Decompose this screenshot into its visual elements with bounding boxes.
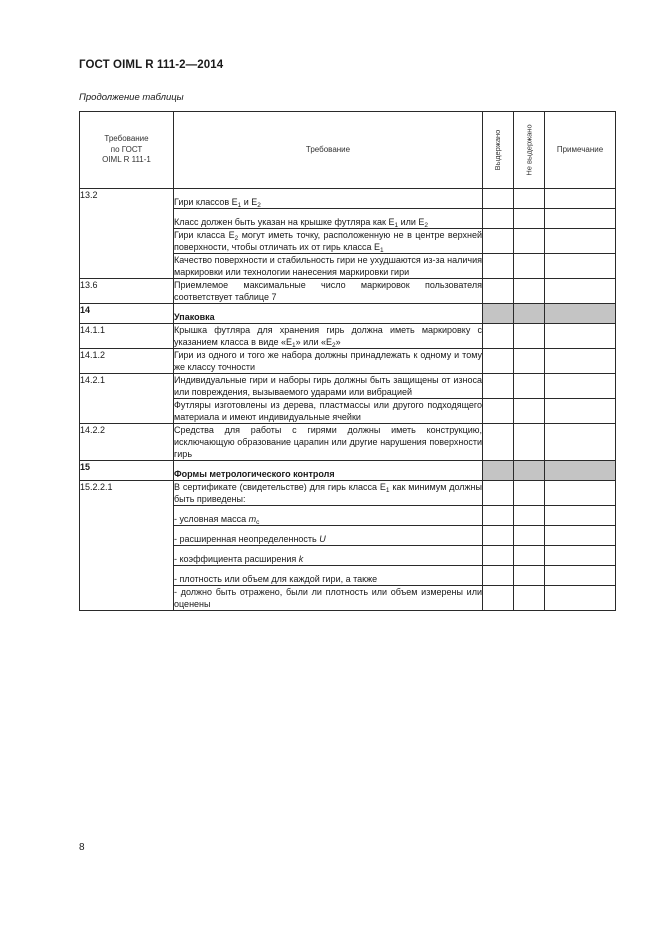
requirements-table <box>79 111 616 611</box>
requirement-text <box>174 209 483 229</box>
passed-cell[interactable] <box>483 424 514 461</box>
text-part: - коэффициента расширения <box>174 554 299 564</box>
text-part: В сертификате (свидетельстве) для гирь класса E <box>174 482 386 492</box>
text-part: и E <box>241 197 258 207</box>
passed-cell[interactable] <box>483 349 514 374</box>
row-number: 14.1.2 <box>80 349 174 374</box>
text-part: как минимум должны быть приведены: <box>174 482 482 504</box>
row-number: 14.2.2 <box>80 424 174 461</box>
failed-cell[interactable] <box>514 481 545 506</box>
requirement-text: - должно быть отражено, были ли плотность или объем измерены или оценены <box>174 587 482 609</box>
text-part: Гири класса E <box>174 230 235 240</box>
requirement-text: - плотность или объем для каждой гири, а также <box>174 566 483 586</box>
header-reference-line1: Требование <box>104 134 149 144</box>
variable: U <box>319 534 326 544</box>
passed-cell[interactable] <box>483 586 514 611</box>
note-cell[interactable] <box>545 229 616 254</box>
section-row <box>80 304 616 324</box>
section-number: 15 <box>80 461 174 481</box>
failed-cell[interactable] <box>514 526 545 546</box>
failed-cell[interactable] <box>514 566 545 586</box>
failed-cell[interactable] <box>514 424 545 461</box>
passed-cell[interactable] <box>483 279 514 304</box>
subscript: 2 <box>257 202 261 209</box>
passed-cell[interactable] <box>483 209 514 229</box>
note-cell[interactable] <box>545 586 616 611</box>
requirement-text: Приемлемое максимальные число маркировок пользователя соответствует таблице 7 <box>174 280 482 302</box>
passed-cell[interactable] <box>483 546 514 566</box>
requirement-text <box>174 506 483 526</box>
passed-cell[interactable] <box>483 399 514 424</box>
text-part: - условная масса <box>174 514 249 524</box>
table-row <box>80 349 616 374</box>
page-number: 8 <box>79 842 85 853</box>
section-row <box>80 461 616 481</box>
row-number: 15.2.2.1 <box>80 481 174 611</box>
table-row <box>80 424 616 461</box>
failed-cell[interactable] <box>514 374 545 399</box>
row-number: 14.1.1 <box>80 324 174 349</box>
header-reference <box>80 112 174 189</box>
header-failed <box>514 112 545 189</box>
note-cell[interactable] <box>545 254 616 279</box>
subscript: c <box>256 519 260 526</box>
requirement-text: Индивидуальные гири и наборы гирь должны быть защищены от износа или повреждения, вызываемого ударами или вибрацией <box>174 375 482 397</box>
passed-cell[interactable] <box>483 189 514 209</box>
requirement-text <box>174 481 483 506</box>
requirement-text: Качество поверхности и стабильность гири не ухудшаются из-за наличия маркировки или технологии нанесения маркировки гири <box>174 255 482 277</box>
failed-cell[interactable] <box>514 254 545 279</box>
row-number: 13.2 <box>80 189 174 279</box>
passed-cell[interactable] <box>483 229 514 254</box>
failed-cell[interactable] <box>514 209 545 229</box>
requirement-text <box>174 229 483 254</box>
row-number: 14.2.1 <box>80 374 174 424</box>
passed-cell[interactable] <box>483 506 514 526</box>
shaded-cell <box>514 461 545 481</box>
table-row <box>80 481 616 506</box>
note-cell[interactable] <box>545 481 616 506</box>
failed-cell[interactable] <box>514 279 545 304</box>
requirement-text <box>174 324 483 349</box>
variable: m <box>248 514 257 524</box>
header-reference-line3: OIML R 111-1 <box>102 155 151 165</box>
subscript: 2 <box>331 342 336 349</box>
note-cell[interactable] <box>545 374 616 399</box>
subscript: 2 <box>234 235 239 242</box>
passed-cell[interactable] <box>483 526 514 546</box>
requirement-text <box>174 546 483 566</box>
failed-cell[interactable] <box>514 349 545 374</box>
subscript: 2 <box>424 222 429 229</box>
header-passed <box>483 112 514 189</box>
document-title: ГОСТ OIML R 111-2—2014 <box>79 59 224 71</box>
text-part: » или «E <box>295 337 332 347</box>
subscript: 1 <box>394 222 399 229</box>
note-cell[interactable] <box>545 189 616 209</box>
failed-cell[interactable] <box>514 546 545 566</box>
table-row <box>80 374 616 399</box>
requirement-text: Гири из одного и того же набора должны принадлежать к одному и тому же классу точности <box>174 350 482 372</box>
text-part: Крышка футляра для хранения гирь должна иметь маркировку с указанием класса в виде «E <box>174 325 482 347</box>
passed-cell[interactable] <box>483 481 514 506</box>
subscript: 1 <box>380 247 384 254</box>
row-number: 13.6 <box>80 279 174 304</box>
header-passed-label: Выдержано <box>492 129 502 171</box>
passed-cell[interactable] <box>483 566 514 586</box>
passed-cell[interactable] <box>483 324 514 349</box>
text-part: могут иметь точку, расположенную не в центре верхней поверхности, чтобы отличать их от гирь класса E <box>174 230 483 252</box>
shaded-cell <box>483 304 514 324</box>
note-cell[interactable] <box>545 526 616 546</box>
section-number: 14 <box>80 304 174 324</box>
note-cell[interactable] <box>545 209 616 229</box>
table-continuation-label: Продолжение таблицы <box>79 92 184 103</box>
failed-cell[interactable] <box>514 189 545 209</box>
table-row <box>80 279 616 304</box>
note-cell[interactable] <box>545 349 616 374</box>
note-cell[interactable] <box>545 424 616 461</box>
header-note: Примечание <box>545 112 616 189</box>
section-title: Упаковка <box>174 304 483 324</box>
requirement-text: Футляры изготовлены из дерева, пластмассы или другого подходящего материала и имеют индивидуальные ячейки <box>174 400 482 422</box>
shaded-cell <box>514 304 545 324</box>
failed-cell[interactable] <box>514 229 545 254</box>
note-cell[interactable] <box>545 546 616 566</box>
passed-cell[interactable] <box>483 254 514 279</box>
note-cell[interactable] <box>545 399 616 424</box>
subscript: 1 <box>237 202 242 209</box>
table-row <box>80 324 616 349</box>
section-title: Формы метрологического контроля <box>174 461 483 481</box>
header-requirement: Требование <box>174 112 483 189</box>
subscript: 1 <box>385 487 390 494</box>
requirement-text <box>174 189 483 209</box>
failed-cell[interactable] <box>514 506 545 526</box>
shaded-cell <box>545 461 616 481</box>
text-part: Гири классов E <box>174 197 238 207</box>
header-reference-line2: по ГОСТ <box>110 144 143 154</box>
failed-cell[interactable] <box>514 399 545 424</box>
requirement-text <box>174 526 483 546</box>
variable: k <box>298 554 304 564</box>
note-cell[interactable] <box>545 324 616 349</box>
subscript: 1 <box>292 342 296 349</box>
table-row <box>80 189 616 209</box>
note-cell[interactable] <box>545 506 616 526</box>
shaded-cell <box>483 461 514 481</box>
failed-cell[interactable] <box>514 586 545 611</box>
text-part: » <box>335 337 341 347</box>
failed-cell[interactable] <box>514 324 545 349</box>
text-part: - расширенная неопределенность <box>174 534 320 544</box>
shaded-cell <box>545 304 616 324</box>
note-cell[interactable] <box>545 566 616 586</box>
requirement-text: Средства для работы с гирями должны иметь конструкцию, исключающую образование царапин или другие нарушения поверхности гирь <box>174 425 482 459</box>
text-part: или E <box>398 217 425 227</box>
passed-cell[interactable] <box>483 374 514 399</box>
note-cell[interactable] <box>545 279 616 304</box>
header-failed-label: Не выдержано <box>524 124 534 176</box>
table-header-row <box>80 112 616 189</box>
text-part: Класс должен быть указан на крышке футляра как E <box>174 217 395 227</box>
